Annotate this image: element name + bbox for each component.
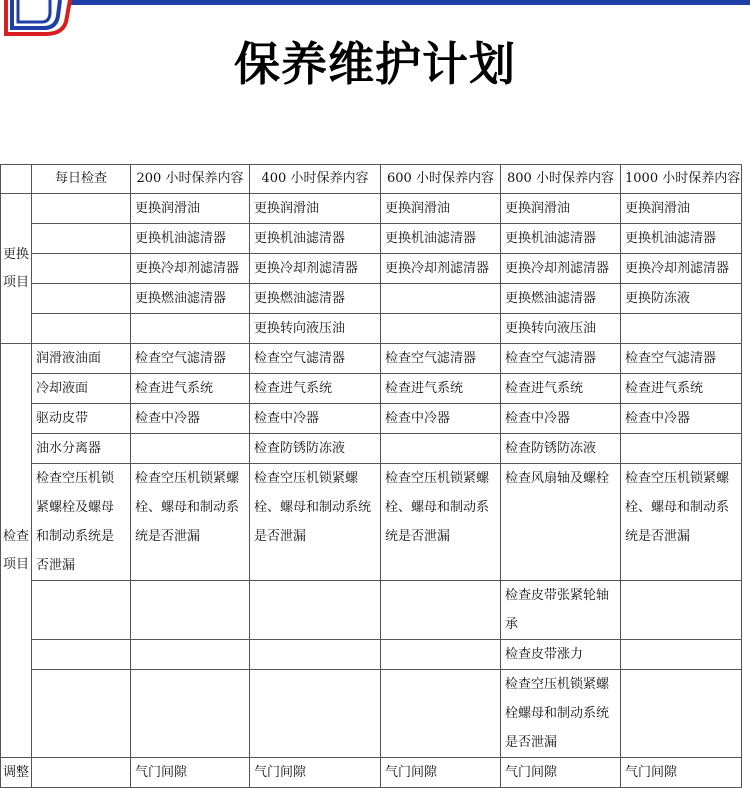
table-row (1, 374, 742, 404)
table-row (1, 640, 742, 670)
table-cell: 检查进气系统 (501, 374, 621, 404)
table-cell: 检查中冷器 (501, 404, 621, 434)
table-cell (32, 640, 131, 670)
table-cell (131, 314, 250, 344)
table-cell (250, 640, 381, 670)
table-cell: 检查空压机锁紧螺栓、螺母和制动系统是否泄漏 (250, 464, 381, 581)
table-row (1, 670, 742, 758)
category-inspect-label: 检查 (2, 528, 29, 544)
table-cell: 气门间隙 (381, 758, 501, 788)
table-cell (131, 640, 250, 670)
table-cell: 更换冷却剂滤清器 (381, 254, 501, 284)
table-cell: 更换机油滤清器 (621, 224, 742, 254)
table-cell: 检查空气滤清器 (131, 344, 250, 374)
category-inspect-label: 项目 (2, 556, 29, 572)
table-cell (32, 284, 131, 314)
top-accent-bar (68, 0, 750, 5)
table-row (1, 224, 742, 254)
table-cell: 检查进气系统 (621, 374, 742, 404)
table-cell: 检查空气滤清器 (381, 344, 501, 374)
table-cell: 检查风扇轴及螺栓 (501, 464, 621, 581)
table-cell (32, 670, 131, 758)
table-cell: 油水分离器 (32, 434, 131, 464)
header-cell-blank (1, 165, 32, 194)
table-cell: 更换润滑油 (131, 194, 250, 224)
table-cell (621, 434, 742, 464)
table-cell: 检查防锈防冻液 (250, 434, 381, 464)
table-cell (32, 314, 131, 344)
table-cell: 更换机油滤清器 (250, 224, 381, 254)
table-cell: 更换机油滤清器 (501, 224, 621, 254)
table-cell (32, 254, 131, 284)
header-cell-1000h: 1000 小时保养内容 (621, 165, 742, 194)
table-cell: 更换防冻液 (621, 284, 742, 314)
table-cell: 检查进气系统 (381, 374, 501, 404)
table-cell: 更换转向液压油 (250, 314, 381, 344)
table-cell: 检查空气滤清器 (621, 344, 742, 374)
table-cell (621, 581, 742, 640)
table-cell: 检查进气系统 (250, 374, 381, 404)
table-cell: 更换机油滤清器 (381, 224, 501, 254)
table-row (1, 284, 742, 314)
header-row (1, 165, 742, 194)
table-cell: 气门间隙 (131, 758, 250, 788)
table-cell: 检查进气系统 (131, 374, 250, 404)
table-cell: 更换燃油滤清器 (501, 284, 621, 314)
table-cell (381, 284, 501, 314)
table-row (1, 581, 742, 640)
table-cell (381, 640, 501, 670)
table-cell (131, 670, 250, 758)
table-cell: 更换润滑油 (501, 194, 621, 224)
maintenance-plan-table (0, 164, 742, 788)
header-cell-daily: 每日检查 (32, 165, 131, 194)
table-cell (381, 670, 501, 758)
table-cell: 检查中冷器 (250, 404, 381, 434)
table-cell (32, 758, 131, 788)
header-cell-600h: 600 小时保养内容 (381, 165, 501, 194)
table-cell: 更换燃油滤清器 (131, 284, 250, 314)
category-inspect (1, 344, 32, 758)
table-cell (250, 581, 381, 640)
table-row (1, 404, 742, 434)
table-cell: 检查皮带张紧轮轴承 (501, 581, 621, 640)
header-cell-200h: 200 小时保养内容 (131, 165, 250, 194)
table-row (1, 758, 742, 788)
category-replace-label: 更换 (2, 246, 29, 262)
table-cell: 气门间隙 (621, 758, 742, 788)
table-cell (32, 194, 131, 224)
table-cell: 更换润滑油 (250, 194, 381, 224)
table-cell (381, 434, 501, 464)
table-cell: 检查中冷器 (381, 404, 501, 434)
table-cell (621, 314, 742, 344)
table-cell (250, 670, 381, 758)
category-replace (1, 194, 32, 344)
category-adjust: 调整 (1, 758, 32, 788)
table-cell: 检查空气滤清器 (250, 344, 381, 374)
table-cell: 驱动皮带 (32, 404, 131, 434)
table-cell: 检查空压机锁紧螺栓、螺母和制动系统是否泄漏 (131, 464, 250, 581)
table-cell: 检查防锈防冻液 (501, 434, 621, 464)
table-row (1, 314, 742, 344)
table-cell (381, 581, 501, 640)
table-cell (381, 314, 501, 344)
table-cell: 检查空气滤清器 (501, 344, 621, 374)
table-cell: 气门间隙 (250, 758, 381, 788)
table-row (1, 254, 742, 284)
page-title: 保养维护计划 (234, 37, 516, 91)
table-cell: 检查皮带涨力 (501, 640, 621, 670)
header-cell-800h: 800 小时保养内容 (501, 165, 621, 194)
table-cell: 更换润滑油 (381, 194, 501, 224)
table-cell (32, 581, 131, 640)
table-cell: 润滑液油面 (32, 344, 131, 374)
table-row (1, 344, 742, 374)
table-row (1, 464, 742, 581)
table-cell (131, 434, 250, 464)
header-cell-400h: 400 小时保养内容 (250, 165, 381, 194)
table-cell: 更换转向液压油 (501, 314, 621, 344)
table-row (1, 194, 742, 224)
table-cell: 更换冷却剂滤清器 (131, 254, 250, 284)
table-cell: 更换润滑油 (621, 194, 742, 224)
table-cell (621, 640, 742, 670)
table-cell: 更换冷却剂滤清器 (250, 254, 381, 284)
table-cell: 检查空压机锁紧螺栓螺母和制动系统是否泄漏 (501, 670, 621, 758)
table-cell: 更换机油滤清器 (131, 224, 250, 254)
table-cell (32, 224, 131, 254)
table-cell: 检查空压机锁紧螺栓、螺母和制动系统是否泄漏 (621, 464, 742, 581)
table-cell: 更换冷却剂滤清器 (501, 254, 621, 284)
table-cell: 更换冷却剂滤清器 (621, 254, 742, 284)
table-cell: 检查空压机锁紧螺栓、螺母和制动系统是否泄漏 (381, 464, 501, 581)
category-replace-label: 项目 (2, 274, 29, 290)
table-cell: 气门间隙 (501, 758, 621, 788)
table-cell (131, 581, 250, 640)
table-cell (621, 670, 742, 758)
table-cell: 检查中冷器 (131, 404, 250, 434)
table-cell: 更换燃油滤清器 (250, 284, 381, 314)
table-row (1, 434, 742, 464)
table-cell: 检查空压机锁紧螺栓及螺母和制动系统是否泄漏 (32, 464, 131, 581)
table-cell: 冷却液面 (32, 374, 131, 404)
table-cell: 检查中冷器 (621, 404, 742, 434)
